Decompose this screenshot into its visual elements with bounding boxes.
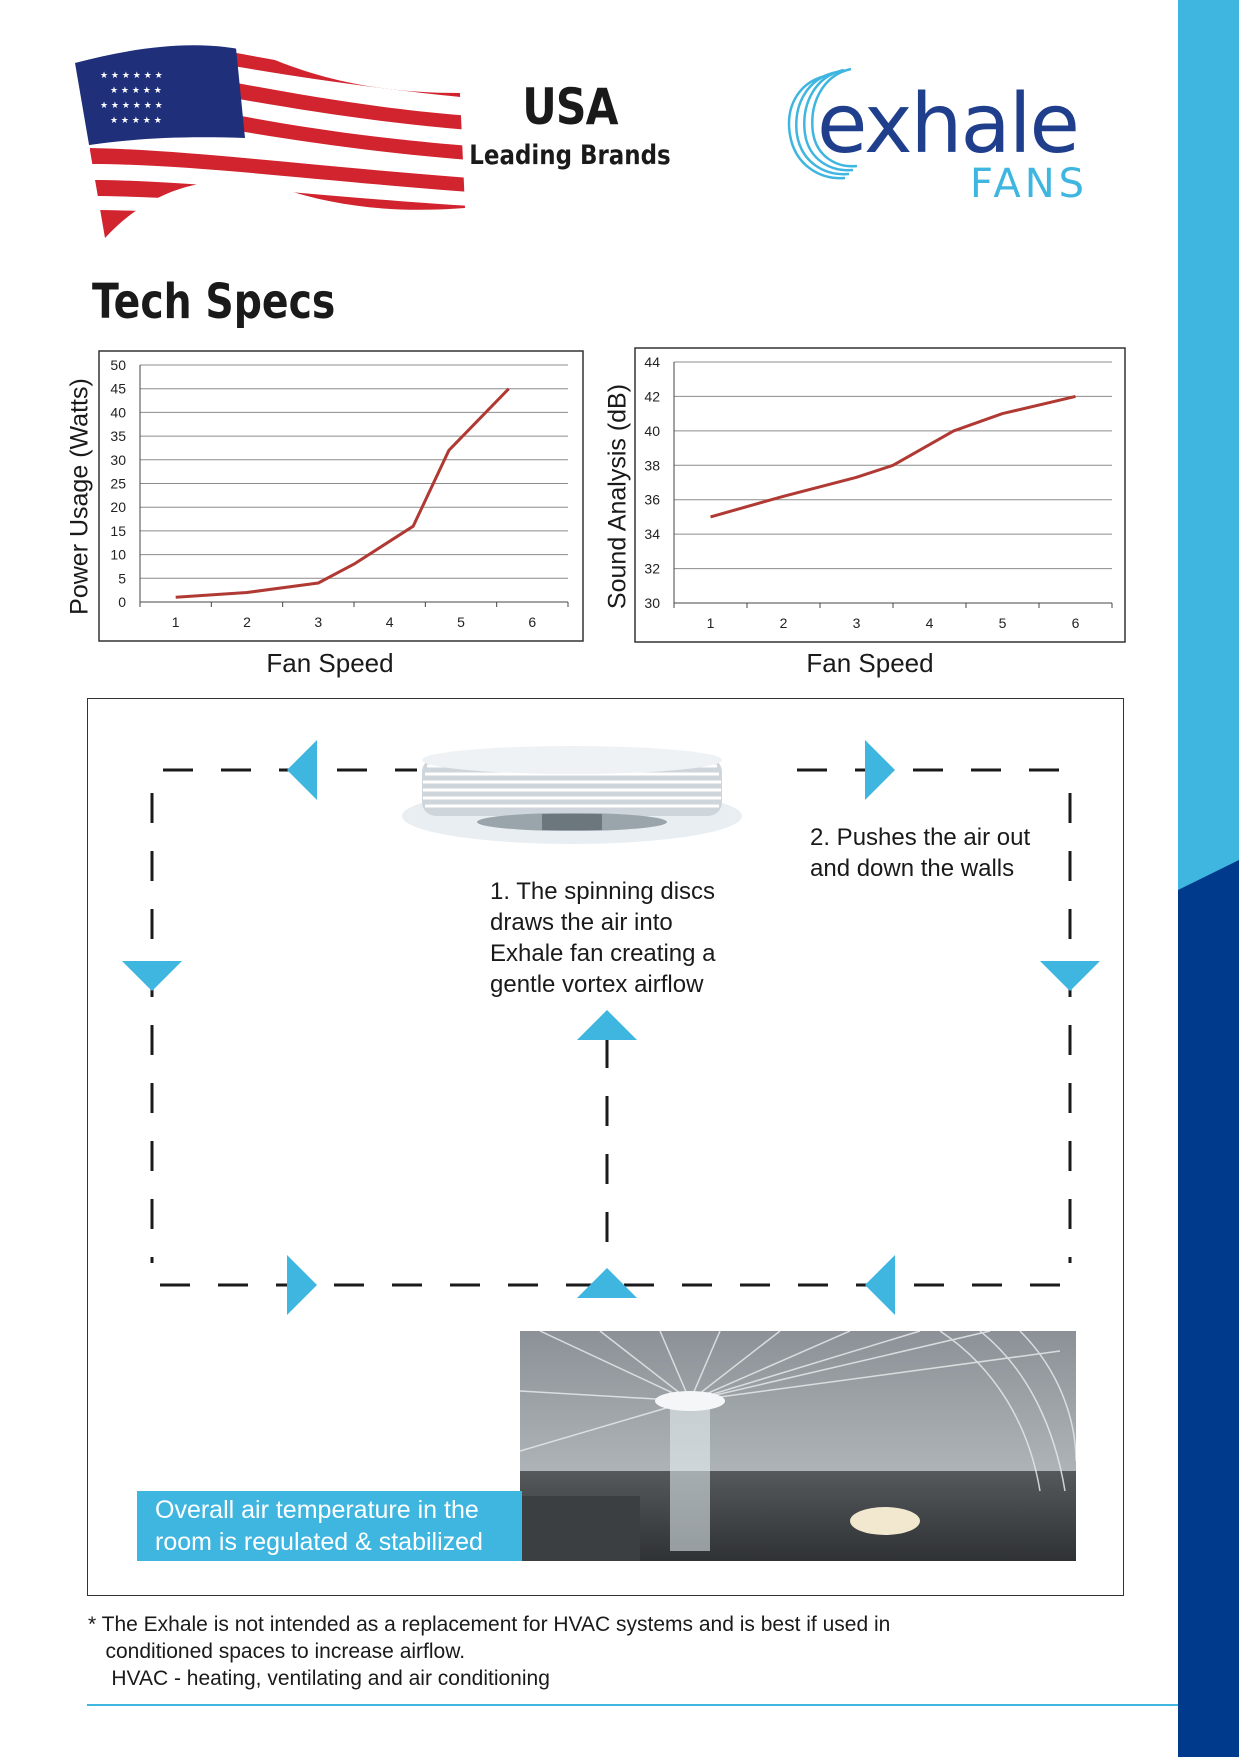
arrow-left-icon [865,1255,895,1315]
y-tick-label: 44 [644,354,660,370]
y-tick-label: 36 [644,491,660,508]
y-tick-label: 34 [644,526,660,543]
x-tick-label: 4 [385,614,394,630]
x-tick-label: 3 [852,615,861,631]
chart-frame [635,348,1125,642]
x-tick-label: 2 [243,614,251,630]
arrow-down-icon [122,961,182,991]
y-tick-label: 15 [110,522,126,539]
header-title: USA [522,78,618,136]
y-tick-label: 40 [644,422,660,439]
x-tick-label: 3 [314,614,323,630]
step1-note: 1. The spinning discs draws the air into Exhale fan creating a gentle vortex airflow [490,878,716,998]
arrow-up-icon [577,1010,637,1040]
exhale-fans-logo [775,60,1135,205]
x-tick-label: 2 [779,615,788,631]
x-tick-label: 1 [706,615,715,631]
y-tick-label: 0 [118,594,126,610]
y-tick-label: 40 [110,404,126,421]
x-tick-label: 4 [925,615,934,631]
room-photo [520,1331,1076,1561]
y-tick-label: 32 [644,560,660,577]
arrow-down-icon [1040,961,1100,991]
arrow-right-icon [865,740,895,800]
footnote: * The Exhale is not intended as a replacement for HVAC systems and is best if used in conditioned spaces to increase airflow. HVAC - heating, ventilating and air conditioning [88,1613,891,1690]
sound-analysis-chart [634,347,1126,643]
header-subtitle: Leading Brands [469,140,671,171]
caption-box: Overall air temperature in the room is regulated & stabilized [137,1491,522,1561]
y-tick-label: 30 [644,595,660,611]
x-tick-label: 5 [998,615,1007,631]
chart1-ylabel: Power Usage (Watts) [65,378,94,615]
chart1-xlabel: Fan Speed [266,648,394,678]
arrow-up-icon [577,1268,637,1298]
x-tick-label: 6 [528,614,537,630]
x-tick-label: 5 [457,614,465,630]
logo-sub: FANS [970,161,1089,205]
section-title: Tech Specs [92,274,336,330]
y-tick-label: 42 [644,388,660,405]
y-tick-label: 20 [110,499,126,516]
exhale-fan-image [402,746,742,844]
y-tick-label: 45 [110,380,126,397]
arrow-right-icon [287,1255,317,1315]
y-tick-label: 5 [118,570,126,587]
chart-frame [99,351,583,641]
svg-text:★ ★ ★ ★ ★: ★ ★ ★ ★ ★ [110,116,162,126]
y-tick-label: 30 [110,451,126,468]
y-tick-label: 25 [110,475,126,492]
chart2-ylabel: Sound Analysis (dB) [603,383,632,610]
usa-flag-image [70,38,470,248]
x-tick-label: 1 [171,614,180,630]
y-tick-label: 38 [644,457,660,474]
svg-text:★ ★ ★ ★ ★ ★: ★ ★ ★ ★ ★ ★ [100,71,163,81]
side-color-band [1178,0,1239,1757]
x-tick-label: 6 [1071,615,1080,631]
svg-text:★ ★ ★ ★ ★ ★: ★ ★ ★ ★ ★ ★ [100,101,163,111]
chart2-xlabel: Fan Speed [806,648,934,678]
logo-word: exhale [817,77,1078,172]
svg-text:★ ★ ★ ★ ★: ★ ★ ★ ★ ★ [110,86,162,96]
y-tick-label: 50 [110,357,126,373]
power-usage-chart [98,350,584,642]
y-tick-label: 10 [110,546,126,563]
y-tick-label: 35 [110,428,126,445]
arrow-left-icon [287,740,317,800]
step2-note: 2. Pushes the air out and down the walls [810,824,1031,882]
bottom-rule [87,1704,1178,1706]
